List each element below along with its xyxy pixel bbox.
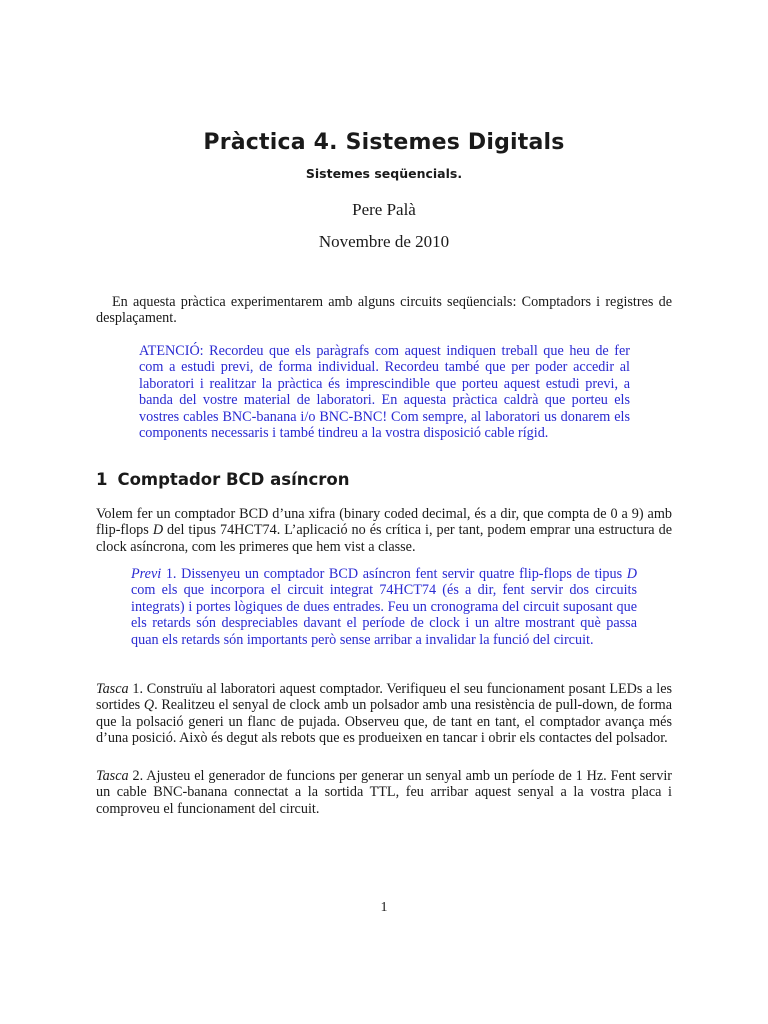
document-subtitle: Sistemes seqüencials.	[305, 166, 463, 181]
section-paragraph	[96, 506, 672, 555]
section-paragraph-part1: Volem fer un comptador BCD d’una xifra (binary coded decimal, és a dir, que compta de 0 a 9) amb flip-flops	[96, 506, 672, 539]
section-paragraph-part2: del tipus 74HCT74. L’aplicació no és crítica i, per tant, podem emprar una estructura de clock asíncrona, com les primeres que hem vist a classe.	[96, 522, 672, 555]
page-number: 1	[380, 900, 388, 915]
previ-part2: com els que incorpora el circuit integrat 74HCT74 (és a dir, fent servir dos circuits integrats) i portes lògiques de dues entrades. Feu un cronograma del circuit suposant que els retards són despreciables davant el període de clock i un altre mostrant què passa quan els retards són importants però sense arribar a invalidar la funció del circuit.	[131, 582, 637, 648]
section-title: Comptador BCD asíncron	[117, 470, 350, 489]
tasca-1-part2: . Realitzeu el senyal de clock amb un polsador amb una resistència de pull-down, de forma que la polsació generi un flanc de pujada. Observeu que, de tant en tant, el comptador avança més d’una posició. Això és degut als rebots que es produeixen en tancar i obrir els contactes del polsador.	[96, 697, 673, 747]
author: Pere Palà	[352, 200, 416, 219]
tasca-1	[96, 681, 672, 747]
variable-q: Q	[143, 697, 155, 714]
section-number: 1	[96, 470, 108, 489]
previ-part1: Dissenyeu un comptador BCD asíncron fent servir quatre flip-flops de tipus	[181, 566, 627, 582]
tasca-2-number: 2.	[128, 768, 147, 784]
section-heading	[96, 470, 349, 489]
date: Novembre de 2010	[318, 232, 450, 251]
tasca-2	[96, 768, 672, 817]
tasca-1-label: Tasca	[96, 681, 129, 697]
variable-d: D	[626, 566, 637, 582]
tasca-1-part1: Construïu al laboratori aquest comptador. Verifiqueu el seu funcionament posant LEDs a les sortides	[96, 681, 673, 714]
tasca-2-label: Tasca	[96, 768, 129, 784]
tasca-1-number: 1.	[128, 681, 147, 697]
document-title: Pràctica 4. Sistemes Digitals	[203, 130, 565, 155]
previ-exercise	[131, 566, 637, 648]
tasca-2-text: Ajusteu el generador de funcions per generar un senyal amb un període de 1 Hz. Fent servir un cable BNC-banana connectat a la sortida TTL, feu arribar aquest senyal a la vostra placa i comproveu el funcionament del circuit.	[96, 768, 673, 817]
previ-label: Previ	[131, 566, 162, 582]
variable-d: D	[152, 522, 164, 539]
previ-number: 1.	[161, 566, 182, 582]
intro-paragraph: En aquesta pràctica experimentarem amb alguns circuits seqüencials: Comptadors i registres de desplaçament.	[96, 294, 672, 327]
attention-note: ATENCIÓ: Recordeu que els paràgrafs com aquest indiquen treball que heu de fer com a estudi previ, de forma individual. Recordeu també que per poder accedir al laboratori i realitzar la pràctica és imprescindible que porteu aquest estudi previ, a banda del vostre material de laboratori. En aquesta pràctica caldrà que porteu els vostres cables BNC-banana i/o BNC-BNC! Com sempre, al laboratori us donarem els components necessaris i també tindreu a la vostra disposició cable rígid.	[139, 343, 630, 442]
